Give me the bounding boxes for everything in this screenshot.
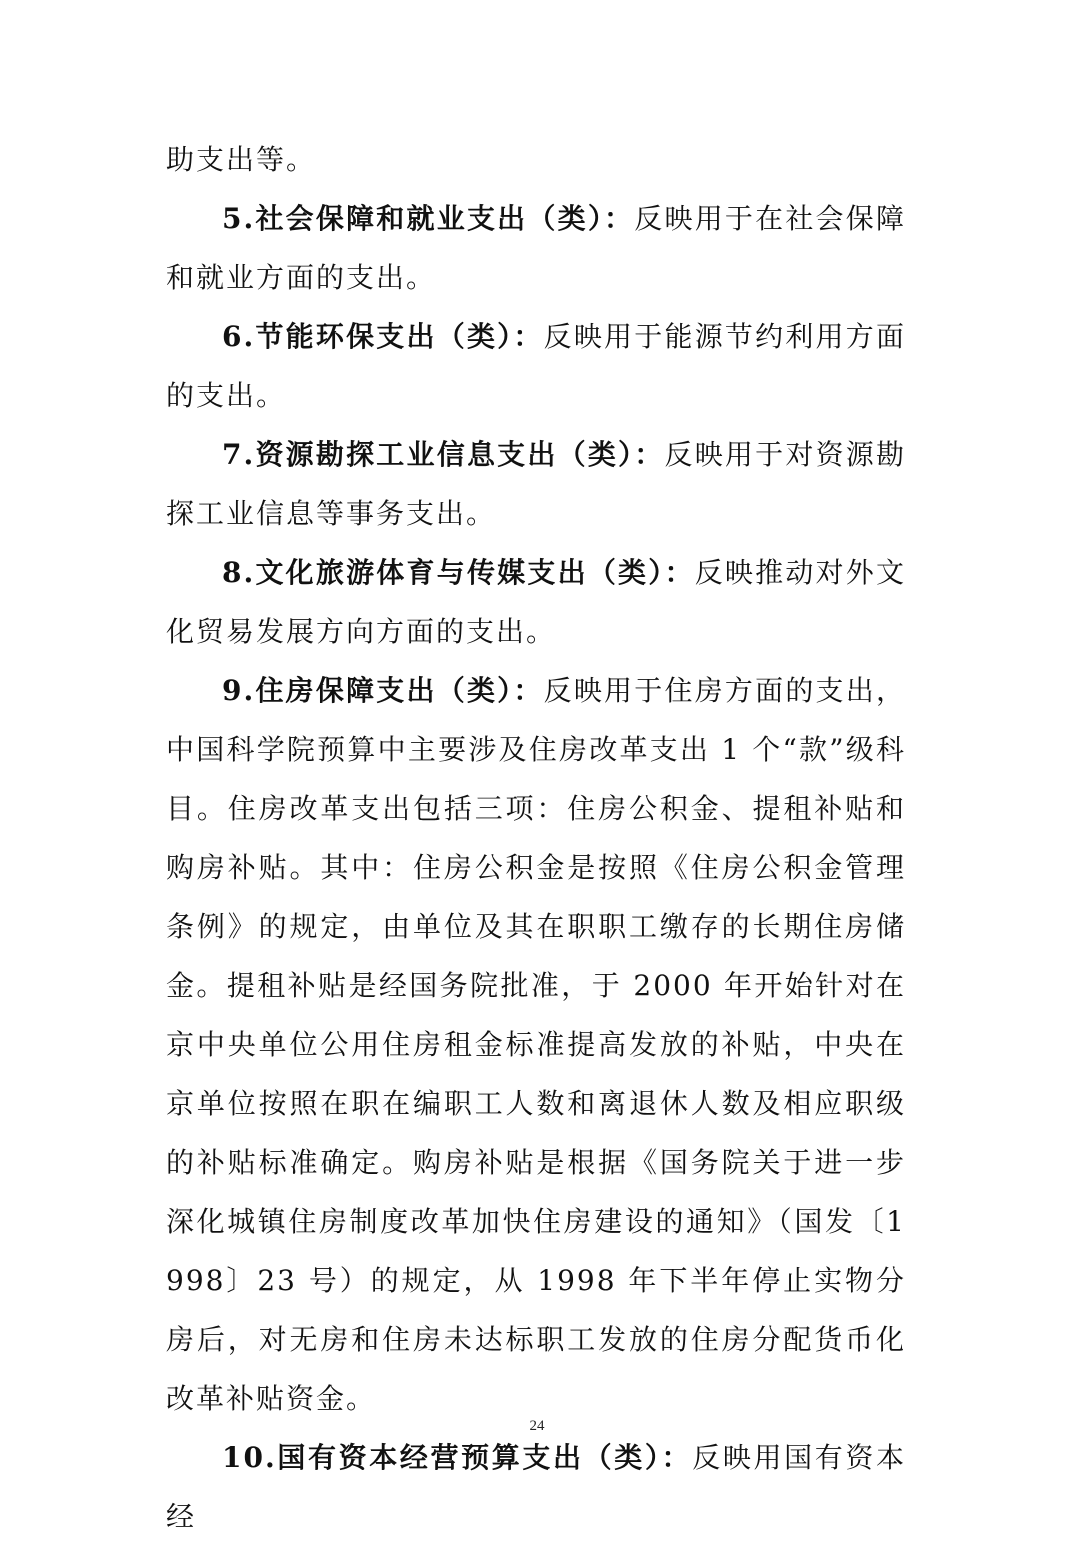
paragraph-heading: 10.国有资本经营预算支出（类）： — [222, 1441, 693, 1474]
page-number: 24 — [529, 1418, 545, 1434]
paragraph-heading: 5.社会保障和就业支出（类）： — [222, 202, 635, 235]
paragraph-heading: 8.文化旅游体育与传媒支出（类）： — [222, 556, 695, 589]
paragraph-text: 反映用国有资本经 — [166, 1441, 906, 1533]
paragraph-text: 反映用于在社会保障和就业方面的支出。 — [166, 202, 906, 294]
paragraph-state-capital — [166, 1428, 906, 1546]
paragraph-text: 反映用于能源节约利用方面的支出。 — [166, 320, 906, 412]
paragraph-text: 反映用于对资源勘探工业信息等事务支出。 — [166, 438, 906, 530]
paragraph-housing — [166, 661, 906, 1428]
paragraph-social-security — [166, 189, 906, 307]
paragraph-heading: 9.住房保障支出（类）： — [222, 674, 544, 707]
body-text — [166, 130, 906, 1546]
paragraph-heading: 7.资源勘探工业信息支出（类）： — [222, 438, 665, 471]
paragraph-text: 反映用于住房方面的支出，中国科学院预算中主要涉及住房改革支出 1 个“款”级科目。住房改革支出包括三项：住房公积金、提租补贴和购房补贴。其中：住房公积金是按照《住房公积金管理条例》的规定，由单位及其在职职工缴存的长期住房储金。提租补贴是经国务院批准，于 2000 年开始针对在京中央单位公用住房租金标准提高发放的补贴，中央在京单位按照在职在编职工人数和离退休人数及相应职级的补贴标准确定。购房补贴是根据《国务院关于进一步深化城镇住房制度改革加快住房建设的通知》（国发〔1998〕23 号）的规定，从 1998 年下半年停止实物分房后，对无房和住房未达标职工发放的住房分配货币化改革补贴资金。 — [166, 674, 906, 1415]
paragraph-culture-tourism — [166, 543, 906, 661]
paragraph-energy-saving — [166, 307, 906, 425]
paragraph-text: 反映推动对外文化贸易发展方向方面的支出。 — [166, 556, 906, 648]
paragraph-continuation — [166, 130, 906, 189]
paragraph-text: 助支出等。 — [166, 143, 317, 176]
paragraph-heading: 6.节能环保支出（类）： — [222, 320, 544, 353]
paragraph-resource-exploration — [166, 425, 906, 543]
